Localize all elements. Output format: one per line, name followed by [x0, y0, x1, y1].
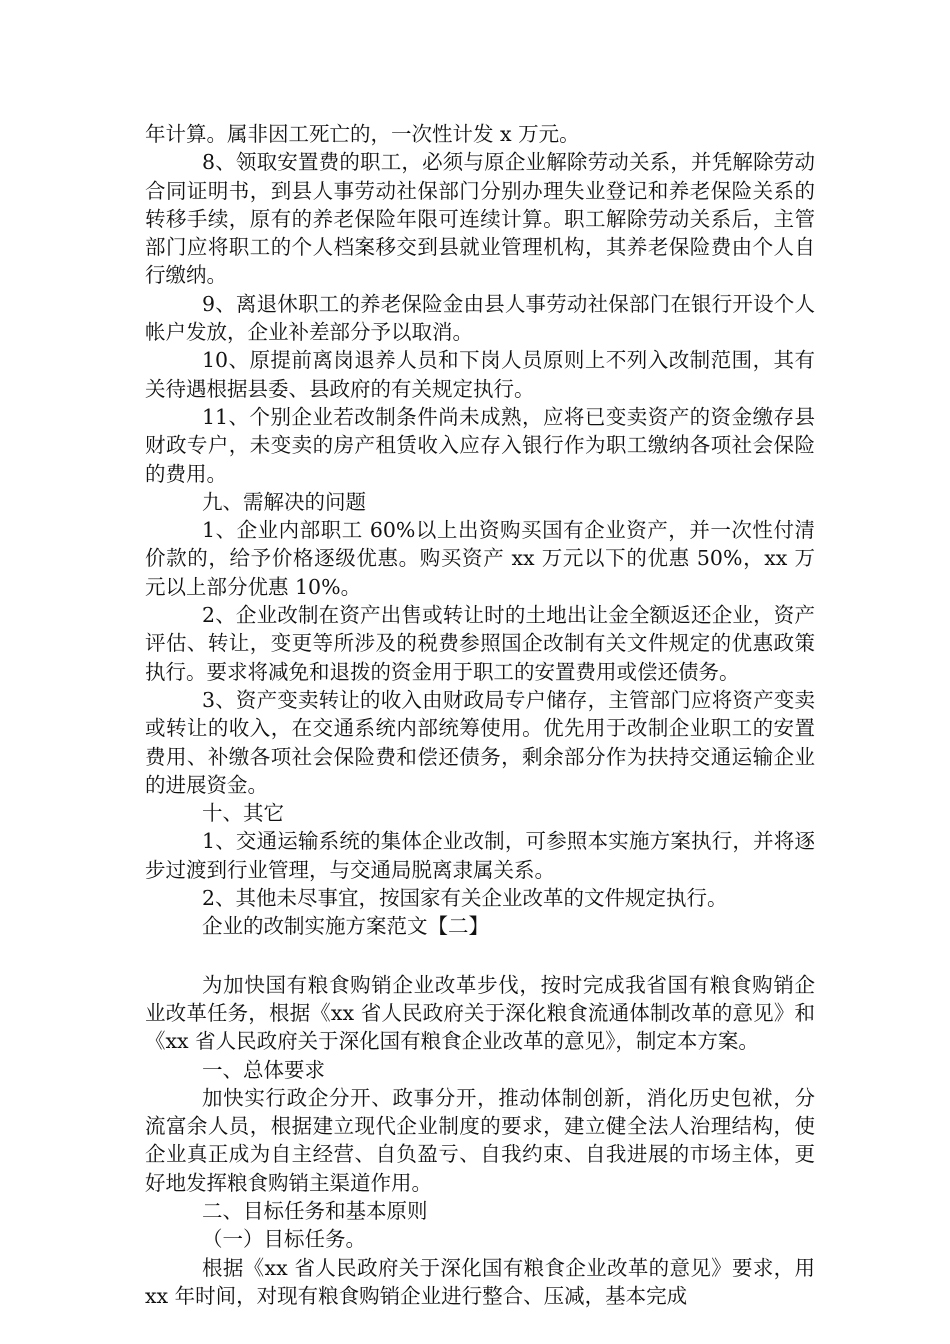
paragraph: 为加快国有粮食购销企业改革步伐，按时完成我省国有粮食购销企业改革任务，根据《xx 省人民政府关于深化粮食流通体制改革的意见》和《xx 省人民政府关于深化国有粮食企业改革的意见》，制定本方案。 — [145, 972, 815, 1054]
paragraph: 二、目标任务和基本原则 — [202, 1198, 428, 1223]
paragraph: 8、领取安置费的职工，必须与原企业解除劳动关系，并凭解除劳动合同证明书，到县人事劳动社保部门分别办理失业登记和养老保险关系的转移手续，原有的养老保险年限可连续计算。职工解除劳动关系后，主管部门应将职工的个人档案移交到县就业管理机构，其养老保险费由个人自行缴纳。 — [145, 150, 815, 288]
paragraph: 一、总体要求 — [202, 1057, 325, 1082]
paragraph: 根据《xx 省人民政府关于深化国有粮食企业改革的意见》要求，用 xx 年时间，对现有粮食购销企业进行整合、压减，基本完成 — [145, 1255, 815, 1308]
paragraph: 十、其它 — [202, 801, 284, 826]
paragraph: 10、原提前离岗退养人员和下岗人员原则上不列入改制范围，其有关待遇根据县委、县政府的有关规定执行。 — [145, 348, 815, 401]
paragraph: （一）目标任务。 — [202, 1227, 366, 1252]
document-body — [145, 120, 815, 1310]
paragraph: 1、企业内部职工 60%以上出资购买国有企业资产，并一次性付清价款的，给予价格逐级优惠。购买资产 xx 万元以下的优惠 50%，xx 万元以上部分优惠 10%。 — [145, 518, 815, 599]
paragraph: 九、需解决的问题 — [202, 489, 366, 514]
paragraph: 2、其他未尽事宜，按国家有关企业改革的文件规定执行。 — [202, 886, 728, 911]
paragraph: 11、个别企业若改制条件尚未成熟，应将已变卖资产的资金缴存县财政专户，未变卖的房产租赁收入应存入银行作为职工缴纳各项社会保险的费用。 — [145, 404, 815, 486]
paragraph: 9、离退休职工的养老保险金由县人事劳动社保部门在银行开设个人帐户发放，企业补差部分予以取消。 — [145, 291, 815, 345]
paragraph: 加快实行政企分开、政事分开，推动体制创新，消化历史包袱，分流富余人员，根据建立现代企业制度的要求，建立健全法人治理结构，使企业真正成为自主经营、自负盈亏、自我约束、自我进展的市场主体，更好地发挥粮食购销主渠道作用。 — [145, 1085, 815, 1195]
paragraph: 1、交通运输系统的集体企业改制，可参照本实施方案执行，并将逐步过渡到行业管理，与交通局脱离隶属关系。 — [145, 829, 815, 882]
paragraph: 年计算。属非因工死亡的，一次性计发 x 万元。 — [145, 122, 580, 146]
blank-line — [145, 941, 815, 971]
paragraph: 2、企业改制在资产出售或转让时的土地出让金全额返还企业，资产评估、转让，变更等所涉及的税费参照国企改制有关文件规定的优惠政策执行。要求将减免和退拨的资金用于职工的安置费用或偿还债务。 — [145, 603, 815, 684]
paragraph: 3、资产变卖转让的收入由财政局专户储存，主管部门应将资产变卖或转让的收入，在交通系统内部统筹使用。优先用于改制企业职工的安置费用、补缴各项社会保险费和偿还债务，剩余部分作为扶持交通运输企业的进展资金。 — [145, 687, 815, 797]
paragraph: 企业的改制实施方案范文【二】 — [202, 914, 489, 939]
